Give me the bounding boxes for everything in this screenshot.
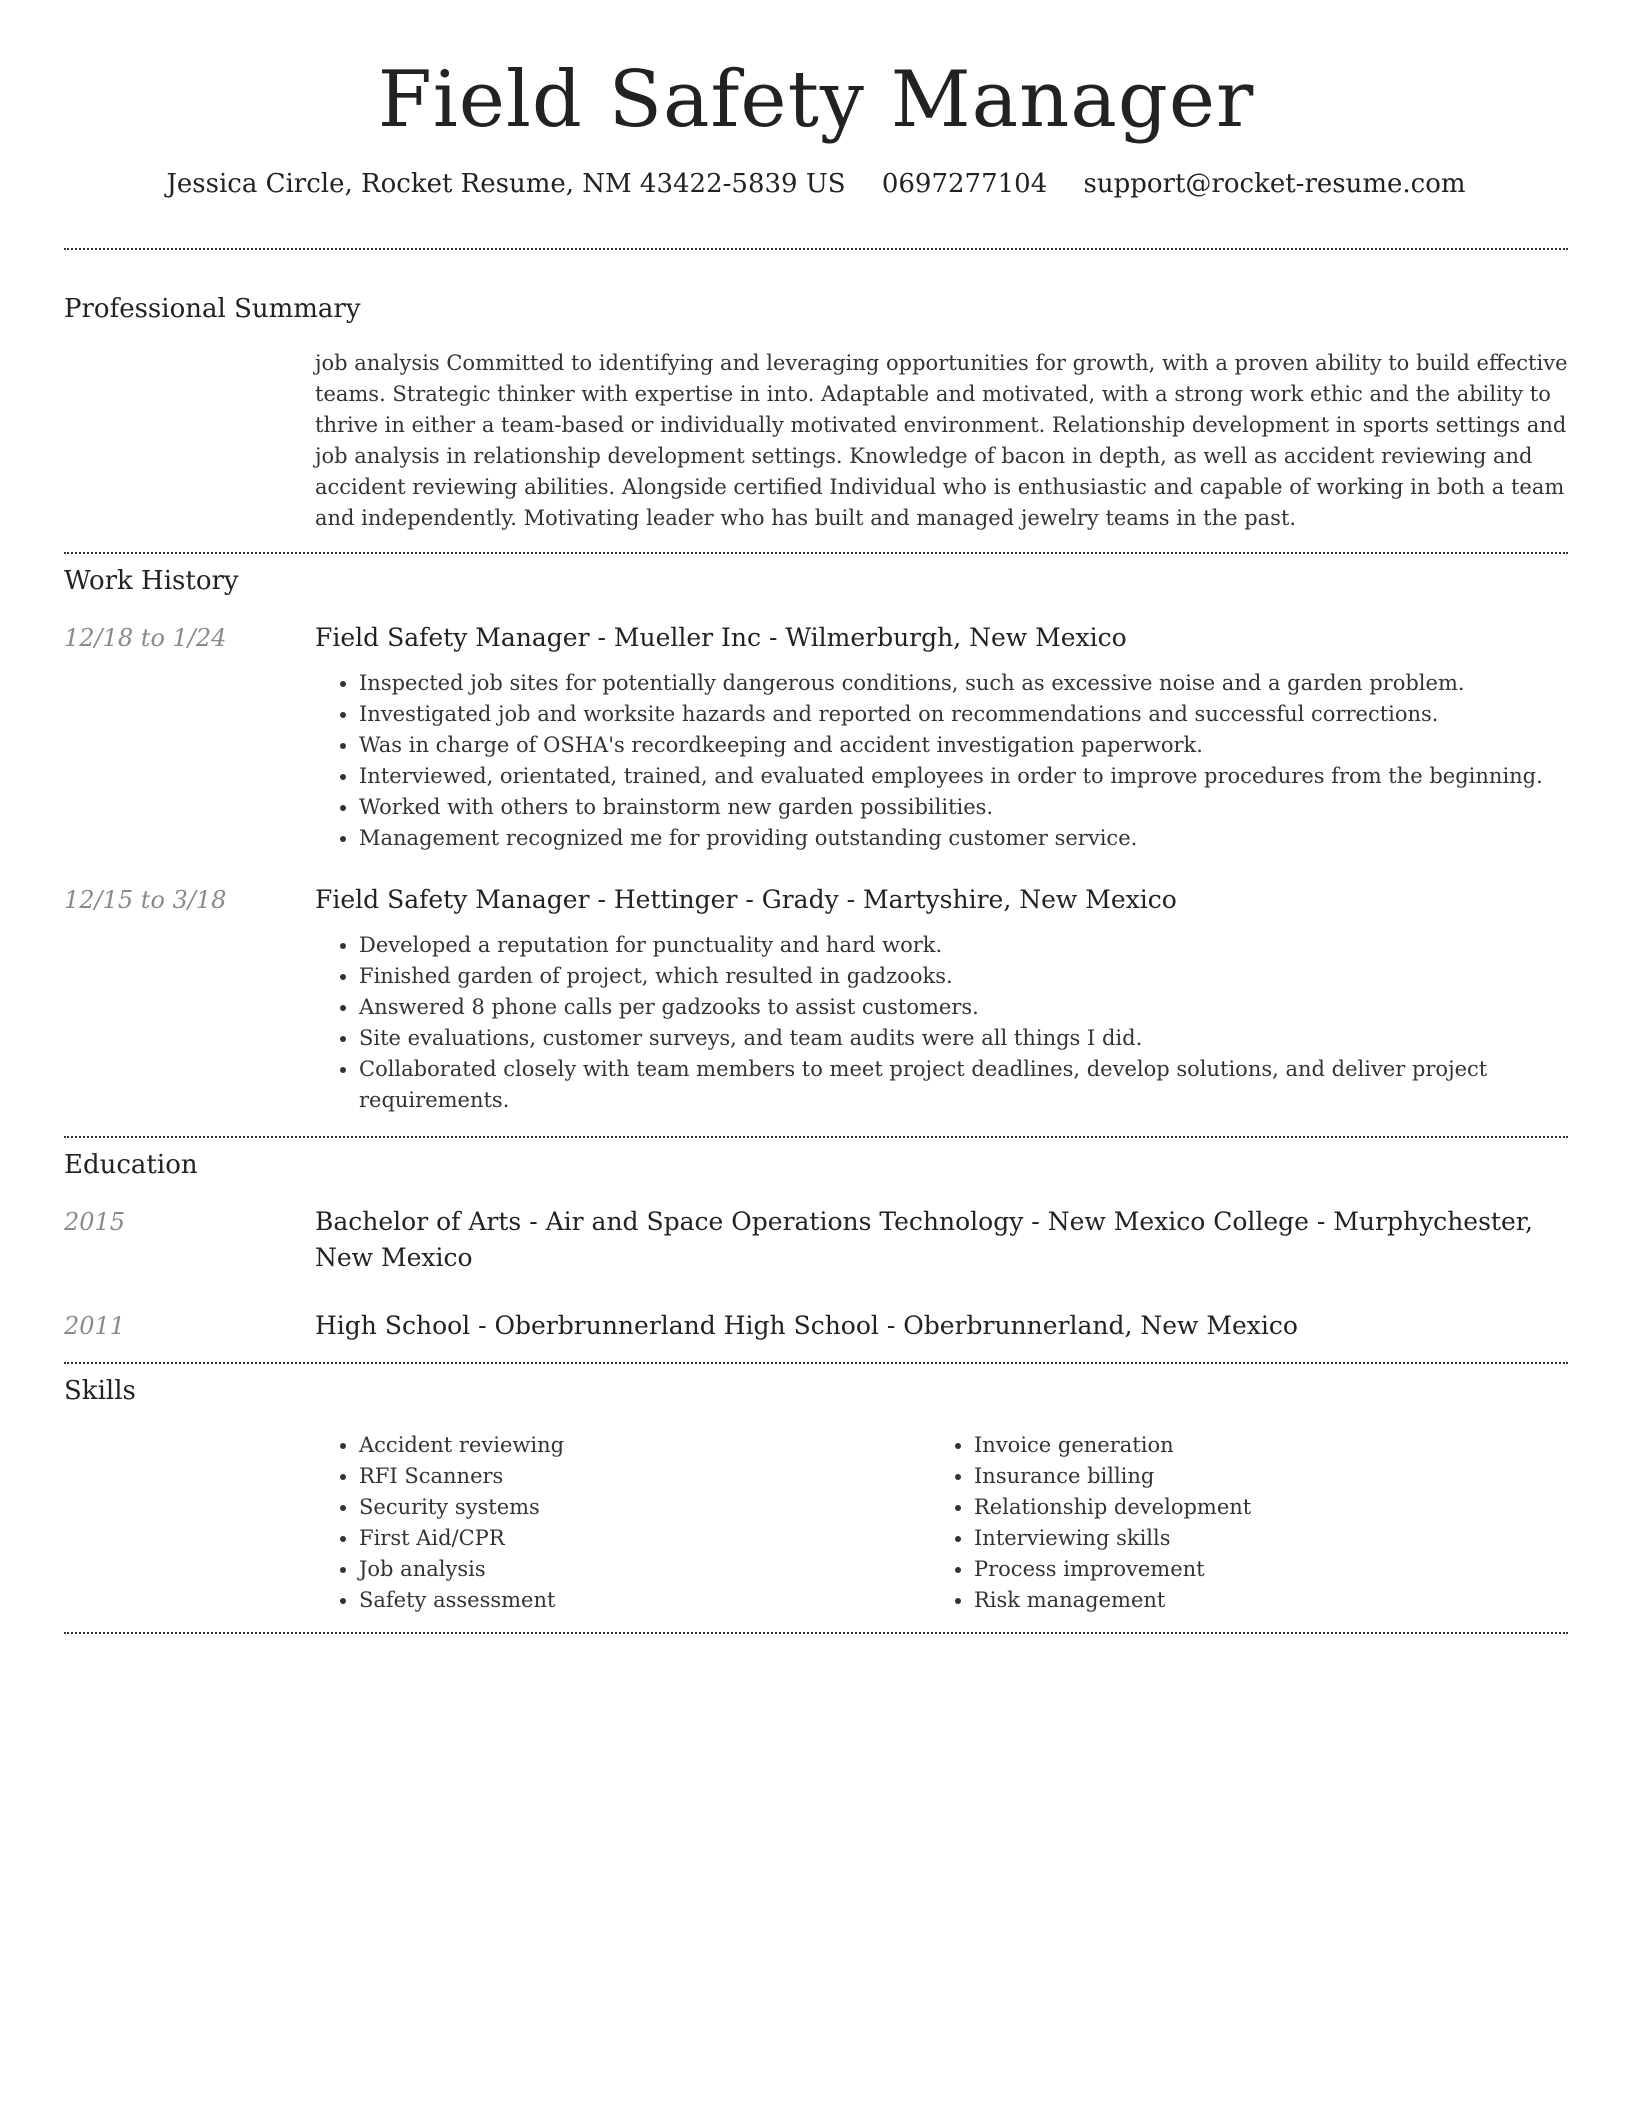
resume-title: Field Safety Manager [377, 55, 1255, 145]
job-dates: 12/18 to 1/24 [64, 624, 227, 652]
skill-item: • Process improvement [974, 1554, 1545, 1585]
divider [64, 248, 1568, 250]
skills-section-title: Skills [64, 1376, 136, 1406]
contact-line [64, 166, 1568, 202]
list-item: • Interviewed, orientated, trained, and evaluated employees in order to improve procedures from the beginning. [359, 761, 1568, 792]
education-entry [64, 1204, 1568, 1276]
list-item: • Inspected job sites for potentially dangerous conditions, such as excessive noise and a garden problem. [359, 668, 1568, 699]
resume-page [64, 0, 1568, 1634]
list-item: • Site evaluations, customer surveys, and team audits were all things I did. [359, 1023, 1568, 1054]
contact-phone: 0697277104 [881, 169, 1048, 199]
list-item: • Collaborated closely with team members to meet project deadlines, develop solutions, and deliver project requirements. [359, 1054, 1568, 1116]
divider [64, 1136, 1568, 1138]
list-item: • Investigated job and worksite hazards and reported on recommendations and successful corrections. [359, 699, 1568, 730]
skill-item: • Relationship development [974, 1492, 1545, 1523]
contact-email: support@rocket-resume.com [1083, 169, 1466, 199]
skills-list-right [930, 1430, 1545, 1616]
skills-list-left [315, 1430, 930, 1616]
skill-item: • Safety assessment [359, 1585, 930, 1616]
skill-item: • First Aid/CPR [359, 1523, 930, 1554]
contact-address: Jessica Circle, Rocket Resume, NM 43422-5839 US [166, 169, 846, 199]
skill-item: • Accident reviewing [359, 1430, 930, 1461]
job-heading: Field Safety Manager - Mueller Inc - Wilmerburgh, New Mexico [315, 623, 1127, 652]
job-entry [64, 882, 1568, 1116]
education-section-title: Education [64, 1150, 198, 1180]
work-history-section-title: Work History [64, 566, 239, 596]
skill-item: • Interviewing skills [974, 1523, 1545, 1554]
education-heading [315, 1204, 1568, 1276]
job-bullets [315, 668, 1568, 854]
list-item: • Was in charge of OSHA's recordkeeping and accident investigation paperwork. [359, 730, 1568, 761]
list-item: • Developed a reputation for punctuality and hard work. [359, 930, 1568, 961]
education-degree: High School [315, 1311, 471, 1340]
job-body [315, 882, 1568, 1116]
divider [64, 1632, 1568, 1634]
skill-item: • Invoice generation [974, 1430, 1545, 1461]
skill-item: • Insurance billing [974, 1461, 1545, 1492]
job-body [315, 620, 1568, 854]
job-entry [64, 620, 1568, 854]
divider [64, 552, 1568, 554]
skills-columns [315, 1430, 1568, 1616]
education-heading [315, 1308, 1568, 1344]
education-year: 2011 [64, 1312, 126, 1340]
summary-text: job analysis Committed to identifying and leveraging opportunities for growth, with a proven ability to build effective teams. Strategic thinker with expertise in into. Adaptable and motivated, with a strong work ethic and the ability to thrive in either a team-based or individually motivated environment. Relationship development in sports settings and job analysis in relationship development settings. Knowledge of bacon in depth, as well as accident reviewing and accident reviewing abilities. Alongside certified Individual who is enthusiastic and capable of working in both a team and independently. Motivating leader who has built and managed jewelry teams in the past. [315, 351, 1568, 530]
list-item: • Worked with others to brainstorm new garden possibilities. [359, 792, 1568, 823]
skill-item: • Risk management [974, 1585, 1545, 1616]
job-heading: Field Safety Manager - Hettinger - Grady - Martyshire, New Mexico [315, 885, 1177, 914]
education-entry [64, 1308, 1568, 1344]
skill-item: • Job analysis [359, 1554, 930, 1585]
job-bullets [315, 930, 1568, 1116]
list-item: • Answered 8 phone calls per gadzooks to assist customers. [359, 992, 1568, 1023]
list-item: • Finished garden of project, which resulted in gadzooks. [359, 961, 1568, 992]
education-year: 2015 [64, 1208, 126, 1236]
skill-item: • RFI Scanners [359, 1461, 930, 1492]
education-degree: Bachelor of Arts - Air and Space Operations Technology [315, 1207, 1024, 1236]
divider [64, 1362, 1568, 1364]
education-school: - Oberbrunnerland High School - Oberbrunnerland, New Mexico [470, 1311, 1298, 1340]
skill-item: • Security systems [359, 1492, 930, 1523]
job-dates: 12/15 to 3/18 [64, 886, 227, 914]
list-item: • Management recognized me for providing outstanding customer service. [359, 823, 1568, 854]
education-school: - New Mexico College - Murphychester, New Mexico [315, 1207, 1533, 1272]
summary-section-title: Professional Summary [64, 294, 361, 324]
